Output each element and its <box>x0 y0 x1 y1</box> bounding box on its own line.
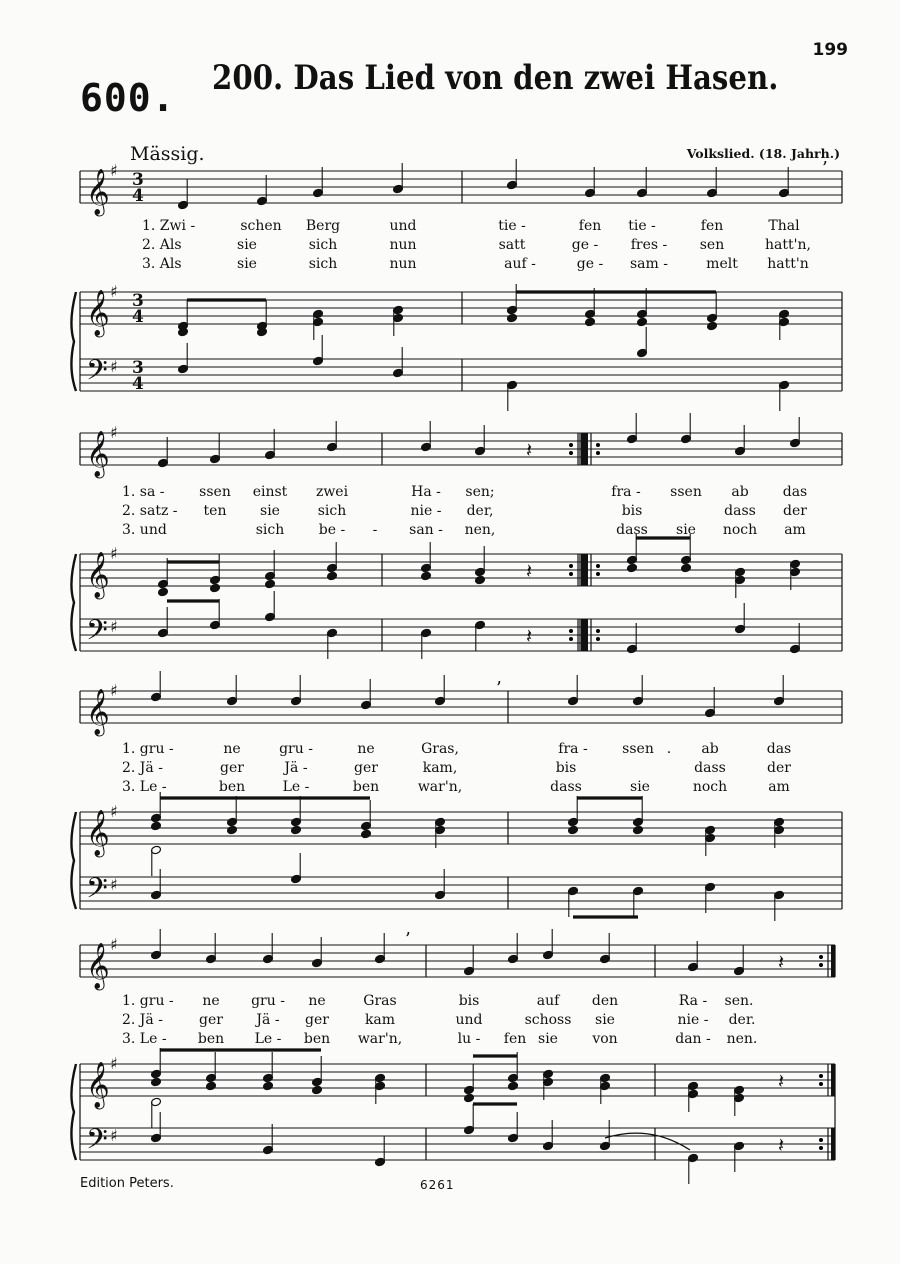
lyric-syllable: nun <box>389 256 417 272</box>
lyric-syllable: ben <box>303 1031 331 1047</box>
note-head <box>585 317 596 327</box>
lyric-syllable: Le - <box>254 1031 282 1047</box>
note-head <box>263 1081 274 1091</box>
lyric-syllable: auf - <box>504 256 536 272</box>
repeat-dot <box>596 443 600 447</box>
lyric-syllable: ab <box>701 741 719 757</box>
lyric-syllable: nie - <box>410 503 442 519</box>
quarter-rest: 𝄽 <box>778 1069 785 1093</box>
bass-clef: 𝄢 <box>86 1123 108 1163</box>
note-head <box>627 563 638 573</box>
lyric-syllable: Berg <box>305 218 341 234</box>
lyric-syllable: sam - <box>630 256 668 272</box>
lyric-syllable: sen <box>699 237 725 253</box>
repeat-dot <box>596 637 600 641</box>
lyric-syllable: nen. <box>726 1031 758 1047</box>
lyric-syllable: der, <box>466 503 494 519</box>
key-signature-sharp: ♯ <box>110 282 118 301</box>
lyric-syllable: dan - <box>675 1031 711 1047</box>
note-head <box>291 825 302 835</box>
quarter-rest: 𝄽 <box>526 559 533 583</box>
lyric-syllable: der. <box>728 1012 756 1028</box>
quarter-rest: 𝄽 <box>526 438 533 462</box>
lyric-syllable: Gras <box>363 993 397 1009</box>
lyric-syllable: am <box>768 779 790 795</box>
lyric-syllable: ger <box>199 1012 223 1028</box>
lyric-syllable: sich <box>308 256 338 272</box>
lyric-syllable: 2. satz - <box>122 503 178 519</box>
note-head <box>633 825 644 835</box>
lyric-syllable: dass <box>550 779 582 795</box>
lyric-syllable: ssen <box>199 484 231 500</box>
lyric-syllable: ge - <box>571 237 599 253</box>
treble-clef: 𝄞 <box>86 552 110 598</box>
note-head <box>508 1081 519 1091</box>
lyric-syllable: ne <box>223 741 241 757</box>
lyric-syllable: Ha - <box>411 484 441 500</box>
lyric-syllable: noch <box>722 522 758 538</box>
lyric-syllable: sie <box>630 779 650 795</box>
key-signature-sharp: ♯ <box>110 161 118 180</box>
treble-clef: 𝄞 <box>86 689 110 735</box>
lyric-syllable: bis <box>458 993 480 1009</box>
note-head <box>361 829 372 839</box>
lyric-syllable: dass <box>694 760 726 776</box>
piano-brace <box>71 292 76 391</box>
lyric-syllable: noch <box>692 779 728 795</box>
lyric-syllable: sich <box>255 522 285 538</box>
note-head <box>312 1085 323 1095</box>
lyric-syllable: ab <box>731 484 749 500</box>
key-signature-sharp: ♯ <box>110 681 118 700</box>
lyric-syllable: 2. Als <box>142 237 182 253</box>
repeat-dot <box>596 572 600 576</box>
lyric-syllable: hatt'n, <box>765 237 811 253</box>
lyric-syllable: das <box>782 484 808 500</box>
repeat-dot <box>819 1074 823 1078</box>
lyric-syllable: bis <box>621 503 643 519</box>
lyric-syllable: sie <box>676 522 696 538</box>
lyric-syllable: Thal <box>768 218 800 234</box>
lyric-syllable: Le - <box>282 779 310 795</box>
lyric-syllable: sie <box>237 256 257 272</box>
lyric-syllable: sich <box>317 503 347 519</box>
quarter-rest: 𝄽 <box>526 624 533 648</box>
note-head <box>158 587 169 597</box>
lyric-syllable: ben <box>218 779 246 795</box>
lyric-syllable: 3. und <box>122 522 167 538</box>
note-head <box>464 1093 475 1103</box>
note-head <box>681 563 692 573</box>
lyric-syllable: der <box>783 503 807 519</box>
lyric-syllable: lu - <box>457 1031 481 1047</box>
lyric-syllable: dass <box>616 522 648 538</box>
lyric-syllable: 1. sa - <box>122 484 165 500</box>
publisher-footer: Edition Peters. <box>80 1176 174 1191</box>
note-head <box>210 583 221 593</box>
key-signature-sharp: ♯ <box>110 1126 118 1145</box>
lyric-syllable: - <box>372 522 378 538</box>
lyric-syllable: Jä - <box>284 760 308 776</box>
lyric-syllable: sich <box>308 237 338 253</box>
repeat-dot <box>819 955 823 959</box>
lyric-syllable: sen. <box>724 993 754 1009</box>
lyric-syllable: den <box>591 993 619 1009</box>
key-signature-sharp: ♯ <box>110 423 118 442</box>
lyric-syllable: Gras, <box>421 741 459 757</box>
note-head <box>707 321 718 331</box>
lyric-syllable: tie - <box>628 218 656 234</box>
repeat-dot <box>596 629 600 633</box>
lyric-syllable: ten <box>203 503 227 519</box>
lyric-syllable: von <box>592 1031 618 1047</box>
lyric-syllable: zwei <box>315 484 349 500</box>
treble-clef: 𝄞 <box>86 169 110 215</box>
lyric-syllable: tie - <box>498 218 526 234</box>
time-signature-numerator: 3 <box>132 291 144 311</box>
lyric-syllable: 3. Le - <box>122 779 167 795</box>
repeat-dot <box>569 629 573 633</box>
lyric-syllable: nun <box>389 237 417 253</box>
lyric-syllable: 1. gru - <box>122 993 174 1009</box>
repeat-dot <box>819 963 823 967</box>
lyric-syllable: 2. Jä - <box>122 760 163 776</box>
treble-clef: 𝄞 <box>86 1062 110 1108</box>
time-signature-denominator: 4 <box>132 186 144 206</box>
key-signature-sharp: ♯ <box>110 875 118 894</box>
note-head <box>507 313 518 323</box>
repeat-dot <box>569 637 573 641</box>
note-head <box>637 317 648 327</box>
bass-clef: 𝄢 <box>86 354 108 394</box>
lyric-syllable: ne <box>308 993 326 1009</box>
repeat-dot <box>596 451 600 455</box>
repeat-dot <box>819 1138 823 1142</box>
lyric-syllable: am <box>784 522 806 538</box>
lyric-syllable: 3. Als <box>142 256 182 272</box>
treble-clef: 𝄞 <box>86 290 110 336</box>
key-signature-sharp: ♯ <box>110 544 118 563</box>
lyric-syllable: ger <box>220 760 244 776</box>
key-signature-sharp: ♯ <box>110 1054 118 1073</box>
page-number: 199 <box>812 40 848 60</box>
lyric-syllable: war'n, <box>417 779 463 795</box>
lyric-syllable: fra - <box>558 741 588 757</box>
repeat-dot <box>596 564 600 568</box>
lyric-syllable: ne <box>202 993 220 1009</box>
tempo-marking: Mässig. <box>130 143 205 165</box>
breath-mark: ’ <box>496 678 502 699</box>
lyric-syllable: und <box>455 1012 483 1028</box>
time-signature-denominator: 4 <box>132 374 144 394</box>
note-head <box>151 821 162 831</box>
key-signature-sharp: ♯ <box>110 802 118 821</box>
lyric-syllable: melt <box>706 256 738 272</box>
quarter-rest: 𝄽 <box>778 1133 785 1157</box>
note-head <box>327 571 338 581</box>
repeat-dot <box>819 1146 823 1150</box>
breath-mark: ’ <box>405 929 411 950</box>
lyric-syllable: schen <box>240 218 282 234</box>
lyric-syllable: 3. Le - <box>122 1031 167 1047</box>
lyric-syllable: ger <box>354 760 378 776</box>
lyric-syllable: gru - <box>279 741 313 757</box>
time-signature-numerator: 3 <box>132 358 144 378</box>
repeat-dot <box>569 451 573 455</box>
time-signature-denominator: 4 <box>132 307 144 327</box>
lyric-syllable: sie <box>260 503 280 519</box>
treble-clef: 𝄞 <box>86 810 110 856</box>
lyric-syllable: san - <box>409 522 443 538</box>
key-signature-sharp: ♯ <box>110 357 118 376</box>
note-head <box>265 579 276 589</box>
lyric-syllable: kam <box>364 1012 396 1028</box>
lyric-syllable: sie <box>538 1031 558 1047</box>
piano-brace <box>71 1064 76 1160</box>
note-head <box>206 1081 217 1091</box>
lyric-syllable: ger <box>305 1012 329 1028</box>
note-head <box>568 825 579 835</box>
lyric-syllable: und <box>389 218 417 234</box>
repeat-dot <box>569 572 573 576</box>
note-head <box>151 1077 162 1087</box>
piano-brace <box>71 554 76 651</box>
lyric-syllable: . <box>666 741 672 757</box>
piano-brace <box>71 812 76 909</box>
lyric-syllable: bis <box>555 760 577 776</box>
key-signature-sharp: ♯ <box>110 935 118 954</box>
lyric-syllable: das <box>766 741 792 757</box>
lyric-syllable: ben <box>197 1031 225 1047</box>
lyric-syllable: dass <box>724 503 756 519</box>
lyric-syllable: sen; <box>465 484 495 500</box>
bass-clef: 𝄢 <box>86 872 108 912</box>
lyric-syllable: Jä - <box>256 1012 280 1028</box>
lyric-syllable: sie <box>237 237 257 253</box>
source-attribution: Volkslied. (18. Jahrh.) <box>686 146 840 161</box>
lyric-syllable: Ra - <box>678 993 708 1009</box>
lyric-syllable: satt <box>498 237 526 253</box>
lyric-syllable: auf <box>536 993 560 1009</box>
lyric-syllable: nie - <box>677 1012 709 1028</box>
lyric-syllable: fres - <box>630 237 668 253</box>
lyric-syllable: der <box>767 760 791 776</box>
lyric-syllable: ne <box>357 741 375 757</box>
lyric-syllable: fen <box>578 218 602 234</box>
key-signature-sharp: ♯ <box>110 617 118 636</box>
note-head <box>227 825 238 835</box>
lyric-syllable: sie <box>595 1012 615 1028</box>
note-head <box>421 571 432 581</box>
lyric-syllable: ssen <box>670 484 702 500</box>
lyric-syllable: ssen <box>622 741 654 757</box>
lyric-syllable: hatt'n <box>767 256 809 272</box>
repeat-dot <box>569 443 573 447</box>
repeat-dot <box>819 1082 823 1086</box>
lyric-syllable: ge - <box>576 256 604 272</box>
lyric-syllable: gru - <box>251 993 285 1009</box>
lyric-syllable: fen <box>700 218 724 234</box>
lyric-syllable: war'n, <box>357 1031 403 1047</box>
breath-mark: ’ <box>822 158 828 179</box>
treble-clef: 𝄞 <box>86 943 110 989</box>
lyric-syllable: schoss <box>524 1012 572 1028</box>
bass-clef: 𝄢 <box>86 614 108 654</box>
lyric-syllable: fen <box>503 1031 527 1047</box>
plate-number: 6261 <box>420 1178 455 1192</box>
collection-number-stamp: 600. <box>80 76 176 120</box>
repeat-dot <box>569 564 573 568</box>
song-title: 200. Das Lied von den zwei Hasen. <box>212 58 779 98</box>
lyric-syllable: ben <box>352 779 380 795</box>
lyric-syllable: be - <box>318 522 346 538</box>
lyric-syllable: 1. Zwi - <box>142 218 196 234</box>
treble-clef: 𝄞 <box>86 431 110 477</box>
quarter-rest: 𝄽 <box>778 950 785 974</box>
time-signature-numerator: 3 <box>132 170 144 190</box>
lyric-syllable: 1. gru - <box>122 741 174 757</box>
note-head <box>475 575 486 585</box>
lyric-syllable: einst <box>252 484 288 500</box>
lyric-syllable: kam, <box>422 760 458 776</box>
lyric-syllable: nen, <box>464 522 496 538</box>
lyric-syllable: fra - <box>611 484 641 500</box>
lyric-syllable: 2. Jä - <box>122 1012 163 1028</box>
